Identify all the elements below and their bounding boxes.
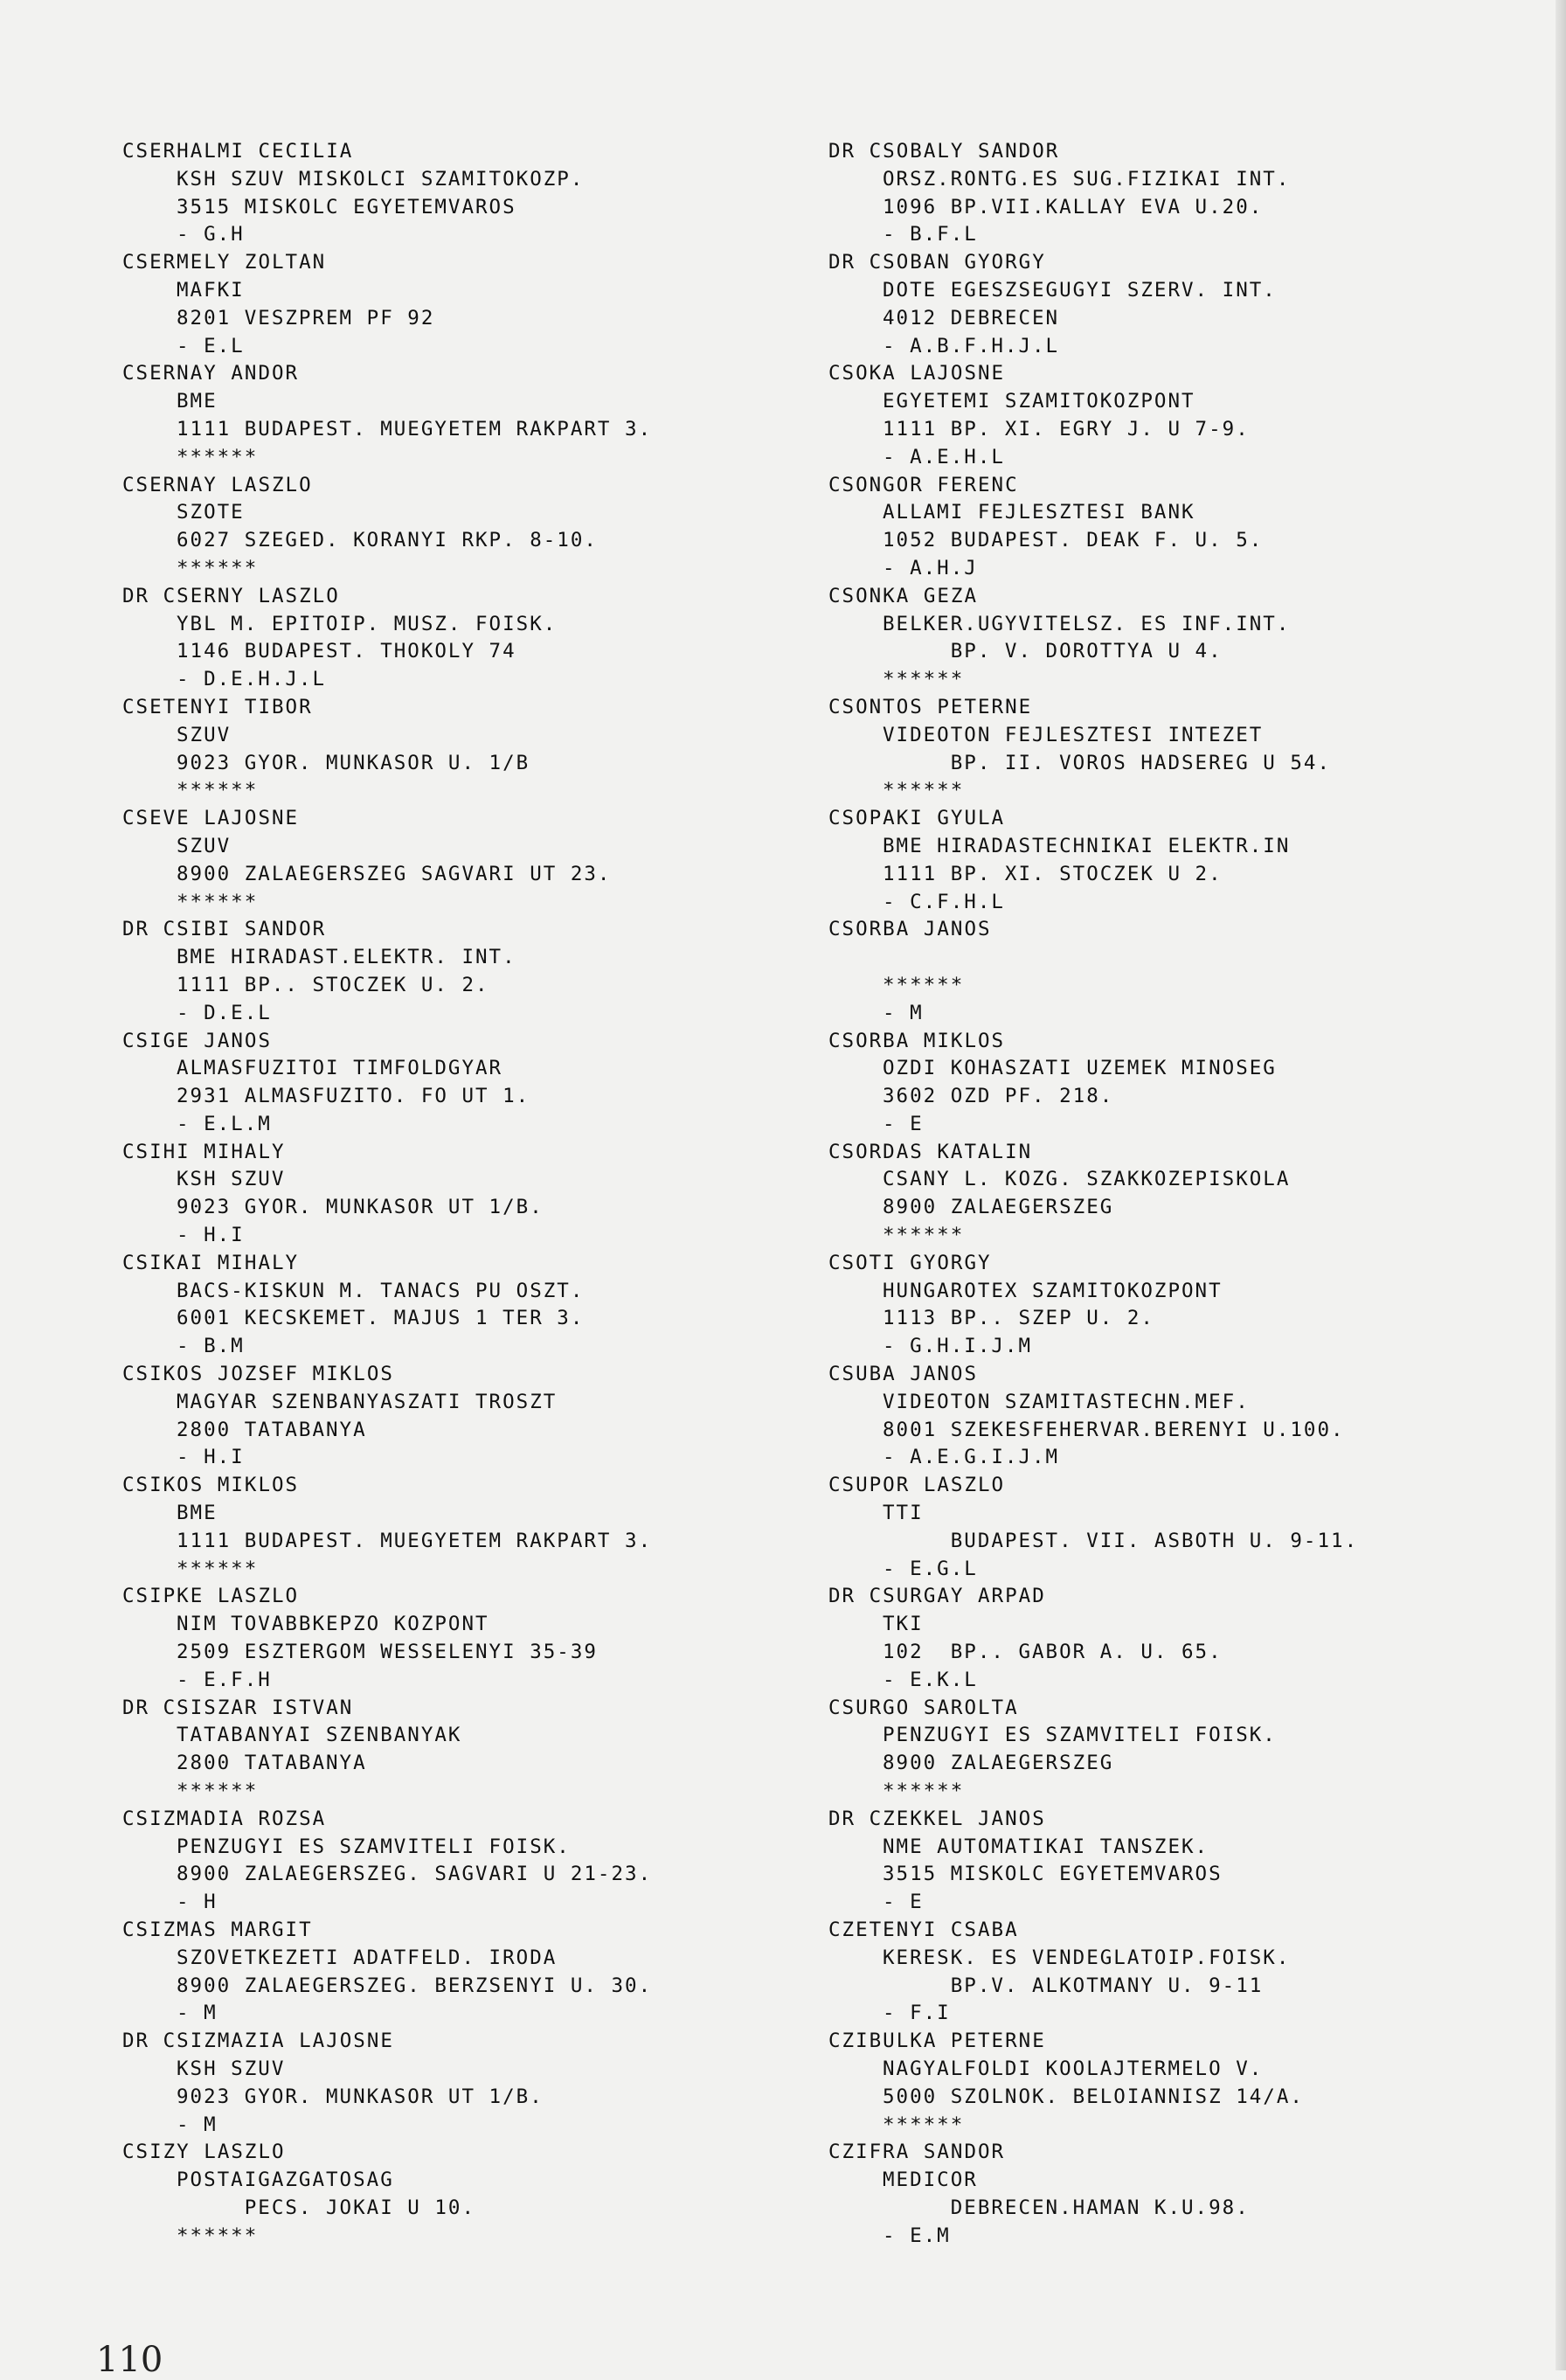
entry-detail-line: ****** [883, 2113, 965, 2136]
page-number: 110 [96, 2340, 163, 2380]
entry-detail-line: 8900 ZALAEGERSZEG SAGVARI UT 23. [177, 862, 612, 885]
entry-detail-line: PENZUGYI ES SZAMVITELI FOISK. [177, 1835, 571, 1858]
entry-name: DR CSOBAN GYORGY [828, 251, 1046, 274]
entry-detail-line: 8201 VESZPREM PF 92 [177, 306, 435, 330]
entry-detail-line: - E.G.L [883, 1557, 978, 1580]
entry-detail-line: 1111 BP. XI. STOCZEK U 2. [883, 862, 1223, 885]
entry-detail-line: KERESK. ES VENDEGLATOIP.FOISK. [883, 1946, 1291, 1969]
entry-detail-line: ALLAMI FEJLESZTESI BANK [883, 501, 1195, 524]
entry-name: CSONKA GEZA [828, 584, 979, 607]
entry-detail-line: - E.L [177, 334, 245, 357]
entry-detail-line: - F.I [883, 2002, 951, 2025]
entry-detail-line: BELKER.UGYVITELSZ. ES INF.INT. [883, 612, 1291, 635]
directory-entry [828, 472, 1528, 583]
directory-entry [828, 2139, 1528, 2250]
directory-entry [122, 1806, 821, 1917]
entry-detail-line: ****** [883, 1780, 965, 1803]
entry-detail-line: CSANY L. KOZG. SZAKKOZEPISKOLA [883, 1168, 1291, 1191]
entry-name: DR CSISZAR ISTVAN [122, 1696, 354, 1719]
entry-name: CSONTOS PETERNE [828, 695, 1033, 718]
directory-entry [828, 1917, 1528, 2028]
entry-detail-line: - H.I [177, 1446, 245, 1469]
entry-detail-line: TKI [883, 1613, 924, 1636]
entry-detail-line: NME AUTOMATIKAI TANSZEK. [883, 1835, 1209, 1858]
entry-name: CSIKOS MIKLOS [122, 1474, 300, 1497]
directory-entry [828, 916, 1528, 1027]
entry-detail-line: 6001 KECSKEMET. MAJUS 1 TER 3. [177, 1307, 585, 1330]
entry-detail-line [828, 944, 1528, 972]
entry-detail-line: - E.M [883, 2224, 951, 2247]
directory-entry [122, 805, 821, 916]
right-column [828, 138, 1528, 2251]
entry-detail-line: ****** [883, 779, 965, 802]
entry-detail-line: 8001 SZEKESFEHERVAR.BERENYI U.100. [883, 1418, 1345, 1441]
entry-detail-line: 8900 ZALAEGERSZEG. SAGVARI U 21-23. [177, 1863, 653, 1886]
entry-name: CSERMELY ZOLTAN [122, 251, 327, 274]
entry-detail-line: BP. II. VOROS HADSEREG U 54. [883, 751, 1332, 774]
entry-detail-line: 9023 GYOR. MUNKASOR UT 1/B. [177, 1196, 544, 1219]
directory-entry [122, 1472, 821, 1583]
entry-detail-line: BACS-KISKUN M. TANACS PU OSZT. [177, 1279, 585, 1302]
entry-name: CZIBULKA PETERNE [828, 2030, 1046, 2053]
directory-entry [122, 694, 821, 805]
entry-detail-line: 9023 GYOR. MUNKASOR UT 1/B. [177, 2085, 544, 2108]
directory-entry [122, 1583, 821, 1694]
entry-detail-line: SZOVETKEZETI ADATFELD. IRODA [177, 1946, 558, 1969]
entry-detail-line: HUNGAROTEX SZAMITOKOZPONT [883, 1279, 1223, 1302]
directory-entry [828, 2028, 1528, 2139]
entry-detail-line: 1111 BP. XI. EGRY J. U 7-9. [883, 417, 1250, 441]
directory-entry [828, 694, 1528, 805]
entry-name: CSUPOR LASZLO [828, 1474, 1006, 1497]
entry-detail-line: 3515 MISKOLC EGYETEMVAROS [177, 195, 516, 219]
entry-name: DR CSIBI SANDOR [122, 918, 327, 941]
directory-entry [828, 1361, 1528, 1472]
directory-entry [828, 1139, 1528, 1250]
entry-detail-line: ****** [177, 556, 259, 579]
entry-name: CSERHALMI CECILIA [122, 140, 354, 163]
directory-entry [122, 249, 821, 360]
entry-detail-line: 1052 BUDAPEST. DEAK F. U. 5. [883, 529, 1264, 552]
entry-detail-line: BME [177, 390, 218, 413]
entry-detail-line: MAFKI [177, 278, 245, 302]
entry-detail-line: 4012 DEBRECEN [883, 306, 1060, 330]
entry-detail-line: SZOTE [177, 501, 245, 524]
entry-name: CSIZY LASZLO [122, 2141, 286, 2164]
entry-detail-line: 1111 BP.. STOCZEK U. 2. [177, 973, 489, 996]
entry-detail-line: POSTAIGAZGATOSAG [177, 2168, 394, 2192]
entry-detail-line: ****** [177, 445, 259, 468]
directory-entry [122, 1695, 821, 1806]
entry-name: CSERNAY LASZLO [122, 473, 313, 496]
entry-detail-line: BP. V. DOROTTYA U 4. [883, 640, 1223, 663]
entry-detail-line: YBL M. EPITOIP. MUSZ. FOISK. [177, 612, 558, 635]
entry-detail-line: 3515 MISKOLC EGYETEMVAROS [883, 1863, 1223, 1886]
entry-detail-line: DOTE EGESZSEGUGYI SZERV. INT. [883, 278, 1277, 302]
entry-detail-line: ****** [177, 2224, 259, 2247]
directory-entry [828, 249, 1528, 360]
entry-detail-line: - D.E.L [177, 1001, 272, 1024]
entry-name: CSORDAS KATALIN [828, 1140, 1033, 1163]
entry-name: CSIKOS JOZSEF MIKLOS [122, 1363, 394, 1386]
entry-name: CSIHI MIHALY [122, 1140, 286, 1163]
directory-entry [122, 138, 821, 249]
entry-detail-line: 2509 ESZTERGOM WESSELENYI 35-39 [177, 1641, 598, 1664]
directory-entry [122, 1361, 821, 1472]
entry-name: CSETENYI TIBOR [122, 695, 313, 718]
entry-detail-line: - B.F.L [883, 223, 978, 246]
entry-detail-line: MAGYAR SZENBANYASZATI TROSZT [177, 1390, 558, 1413]
entry-detail-line: PENZUGYI ES SZAMVITELI FOISK. [883, 1724, 1277, 1747]
directory-entry [828, 360, 1528, 471]
entry-detail-line: ****** [883, 668, 965, 691]
entry-detail-line: PECS. JOKAI U 10. [177, 2196, 476, 2219]
entry-detail-line: - E.F.H [177, 1668, 272, 1691]
entry-name: DR CZEKKEL JANOS [828, 1807, 1046, 1830]
directory-entry [122, 2028, 821, 2139]
entry-detail-line: ****** [177, 890, 259, 913]
directory-entry [122, 1917, 821, 2028]
entry-detail-line: - A.E.G.I.J.M [883, 1446, 1060, 1469]
entry-name: CSOKA LAJOSNE [828, 362, 1006, 385]
entry-detail-line: - E [883, 1891, 924, 1914]
entry-detail-line: 8900 ZALAEGERSZEG [883, 1752, 1114, 1775]
entry-detail-line: 102 BP.. GABOR A. U. 65. [883, 1641, 1223, 1664]
entry-detail-line: NIM TOVABBKEPZO KOZPONT [177, 1613, 489, 1636]
entry-detail-line: 5000 SZOLNOK. BELOIANNISZ 14/A. [883, 2085, 1304, 2108]
entry-detail-line: BME HIRADAST.ELEKTR. INT. [177, 946, 516, 969]
directory-entry [122, 1250, 821, 1361]
directory-entry [828, 1028, 1528, 1139]
entry-detail-line: BME [177, 1502, 218, 1525]
entry-detail-line: KSH SZUV [177, 1168, 286, 1191]
entry-detail-line: BP.V. ALKOTMANY U. 9-11 [883, 1974, 1264, 1997]
directory-entry [122, 360, 821, 471]
directory-entry [828, 583, 1528, 694]
entry-name: CSERNAY ANDOR [122, 362, 300, 385]
directory-entry [828, 1250, 1528, 1361]
entry-name: CSONGOR FERENC [828, 473, 1019, 496]
directory-entry [122, 916, 821, 1027]
entry-detail-line: MEDICOR [883, 2168, 978, 2192]
entry-name: CSOPAKI GYULA [828, 807, 1006, 830]
directory-entry [828, 1583, 1528, 1694]
entry-detail-line: - A.H.J [883, 556, 978, 579]
entry-detail-line: - E.L.M [177, 1112, 272, 1135]
scan-edge [1556, 0, 1566, 2370]
entry-name: CSORBA MIKLOS [828, 1029, 1006, 1052]
directory-entry [122, 583, 821, 694]
entry-name: CSOTI GYORGY [828, 1251, 992, 1274]
entry-detail-line: 1111 BUDAPEST. MUEGYETEM RAKPART 3. [177, 1529, 653, 1552]
entry-detail-line: BUDAPEST. VII. ASBOTH U. 9-11. [883, 1529, 1359, 1552]
entry-name: DR CSERNY LASZLO [122, 584, 340, 607]
entry-detail-line: - E [883, 1112, 924, 1135]
entry-detail-line: - A.B.F.H.J.L [883, 334, 1060, 357]
entry-detail-line: DEBRECEN.HAMAN K.U.98. [883, 2196, 1250, 2219]
entry-name: CSIGE JANOS [122, 1029, 273, 1052]
entry-detail-line: - C.F.H.L [883, 890, 1005, 913]
entry-name: DR CSURGAY ARPAD [828, 1585, 1046, 1608]
entry-detail-line: - H [177, 1891, 218, 1914]
entry-name: CSIPKE LASZLO [122, 1585, 300, 1608]
entry-detail-line: ****** [177, 779, 259, 802]
entry-detail-line: SZUV [177, 834, 232, 857]
entry-name: CSORBA JANOS [828, 918, 992, 941]
entry-name: CSURGO SAROLTA [828, 1696, 1019, 1719]
entry-detail-line: 8900 ZALAEGERSZEG. BERZSENYI U. 30. [177, 1974, 653, 1997]
entry-detail-line: - H.I [177, 1224, 245, 1247]
entry-detail-line: - A.E.H.L [883, 445, 1005, 468]
directory-entry [828, 1695, 1528, 1806]
entry-detail-line: EGYETEMI SZAMITOKOZPONT [883, 390, 1195, 413]
entry-detail-line: - D.E.H.J.L [177, 668, 327, 691]
entry-name: CSIKAI MIHALY [122, 1251, 300, 1274]
directory-entry [828, 1806, 1528, 1917]
entry-detail-line: - B.M [177, 1335, 245, 1358]
entry-name: CSUBA JANOS [828, 1363, 979, 1386]
directory-entry [828, 138, 1528, 249]
entry-detail-line: ****** [177, 1780, 259, 1803]
entry-detail-line: - E.K.L [883, 1668, 978, 1691]
entry-name: DR CSOBALY SANDOR [828, 140, 1060, 163]
entry-detail-line: 1096 BP.VII.KALLAY EVA U.20. [883, 195, 1264, 219]
entry-detail-line: 2800 TATABANYA [177, 1418, 367, 1441]
directory-entry [828, 805, 1528, 916]
entry-detail-line: KSH SZUV MISKOLCI SZAMITOKOZP. [177, 167, 585, 191]
entry-name: CSIZMADIA ROZSA [122, 1807, 327, 1830]
entry-detail-line: - G.H [177, 223, 245, 246]
entry-detail-line: TTI [883, 1502, 924, 1525]
entry-name: CZIFRA SANDOR [828, 2141, 1006, 2164]
entry-name: CSIZMAS MARGIT [122, 1919, 313, 1941]
directory-entry [122, 472, 821, 583]
directory-entry [122, 1139, 821, 1250]
directory-entry [122, 2139, 821, 2250]
entry-detail-line: - M [177, 2002, 218, 2025]
entry-detail-line: 2800 TATABANYA [177, 1752, 367, 1775]
entry-detail-line: 1111 BUDAPEST. MUEGYETEM RAKPART 3. [177, 417, 653, 441]
entry-detail-line: TATABANYAI SZENBANYAK [177, 1724, 462, 1747]
entry-detail-line: 6027 SZEGED. KORANYI RKP. 8-10. [177, 529, 598, 552]
entry-detail-line: BME HIRADASTECHNIKAI ELEKTR.IN [883, 834, 1291, 857]
left-column [122, 138, 821, 2251]
directory-entry [828, 1472, 1528, 1583]
entry-name: CSEVE LAJOSNE [122, 807, 300, 830]
entry-detail-line: - G.H.I.J.M [883, 1335, 1033, 1358]
entry-detail-line: VIDEOTON SZAMITASTECHN.MEF. [883, 1390, 1250, 1413]
entry-detail-line: ****** [177, 1557, 259, 1580]
entry-detail-line: KSH SZUV [177, 2057, 286, 2080]
entry-detail-line: VIDEOTON FEJLESZTESI INTEZET [883, 723, 1264, 746]
entry-detail-line: NAGYALFOLDI KOOLAJTERMELO V. [883, 2057, 1264, 2080]
entry-name: DR CSIZMAZIA LAJOSNE [122, 2030, 394, 2053]
entry-name: CZETENYI CSABA [828, 1919, 1019, 1941]
entry-detail-line: 2931 ALMASFUZITO. FO UT 1. [177, 1085, 530, 1108]
entry-detail-line: ALMASFUZITOI TIMFOLDGYAR [177, 1057, 503, 1080]
entry-detail-line: ****** [883, 973, 965, 996]
entry-detail-line: ORSZ.RONTG.ES SUG.FIZIKAI INT. [883, 167, 1291, 191]
entry-detail-line: SZUV [177, 723, 232, 746]
entry-detail-line: ****** [883, 1224, 965, 1247]
entry-detail-line: 1146 BUDAPEST. THOKOLY 74 [177, 640, 516, 663]
entry-detail-line: 9023 GYOR. MUNKASOR U. 1/B [177, 751, 530, 774]
entry-detail-line: - M [177, 2113, 218, 2136]
directory-entry [122, 1028, 821, 1139]
entry-detail-line: OZDI KOHASZATI UZEMEK MINOSEG [883, 1057, 1277, 1080]
entry-detail-line: 3602 OZD PF. 218. [883, 1085, 1114, 1108]
entry-detail-line: 1113 BP.. SZEP U. 2. [883, 1307, 1154, 1330]
entry-detail-line: - M [883, 1001, 924, 1024]
entry-detail-line: 8900 ZALAEGERSZEG [883, 1196, 1114, 1219]
